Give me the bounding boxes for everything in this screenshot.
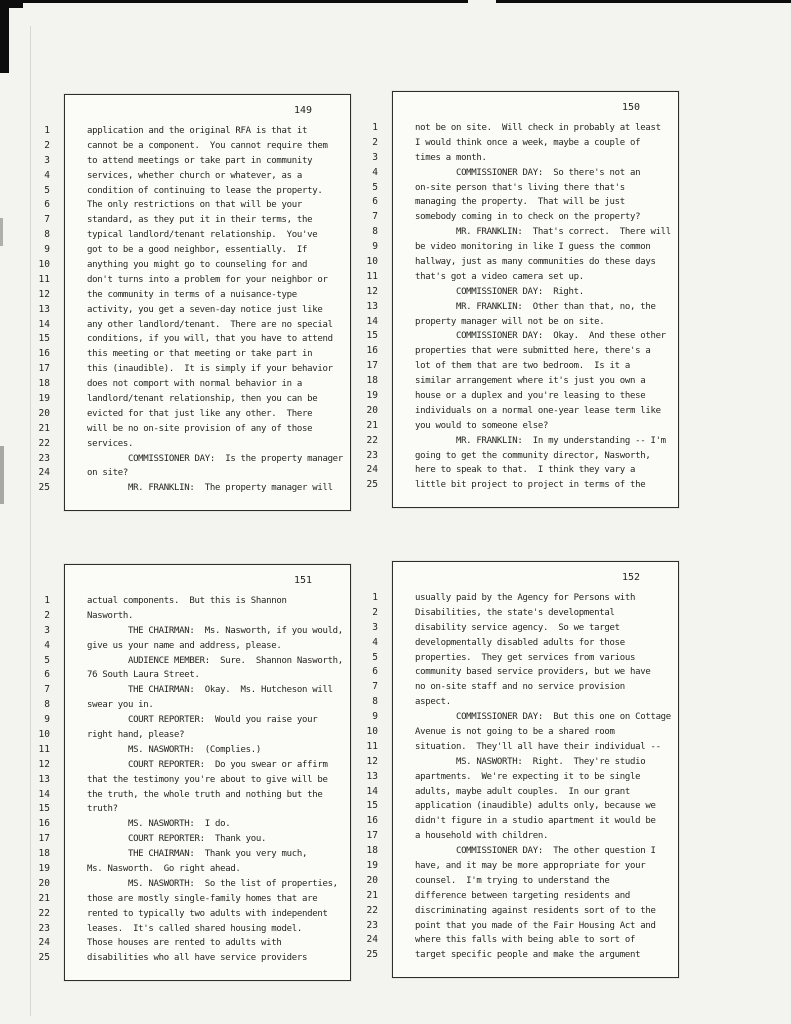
- line-number: 2: [372, 606, 378, 618]
- transcript-line: adults, maybe adult couples. In our grant: [415, 786, 630, 797]
- line-number: 14: [366, 315, 378, 327]
- transcript-line: MR. FRANKLIN: The property manager will: [87, 483, 333, 494]
- page-number: 150: [621, 102, 640, 113]
- line-number: 15: [366, 330, 378, 342]
- line-number: 6: [372, 666, 378, 678]
- transcript-line: services, whether church or whatever, as a: [87, 170, 302, 181]
- transcript-line: aspect.: [415, 697, 451, 708]
- scan-corner-black-bar: [0, 0, 9, 73]
- line-number: 24: [366, 464, 378, 476]
- transcript-line: cannot be a component. You cannot require them: [87, 140, 328, 151]
- page-box: [64, 564, 351, 981]
- line-number: 10: [366, 726, 378, 738]
- line-number: 15: [366, 800, 378, 812]
- line-number: 11: [366, 270, 378, 282]
- line-number: 22: [38, 437, 50, 449]
- line-number: 21: [38, 892, 50, 904]
- transcript-line: target specific people and make the argument: [415, 950, 641, 961]
- line-number: 22: [366, 904, 378, 916]
- transcript-line: that's got a video camera set up.: [415, 271, 584, 282]
- line-number: 5: [44, 184, 50, 196]
- line-number: 2: [372, 136, 378, 148]
- transcript-line: not be on site. Will check in probably at least: [415, 123, 661, 133]
- line-number: 7: [372, 211, 378, 223]
- line-number: 25: [366, 479, 378, 491]
- line-number: 18: [38, 378, 50, 390]
- transcript-line: disabilities who all have service providers: [87, 953, 308, 964]
- line-number: 8: [44, 699, 50, 711]
- line-number: 1: [44, 595, 50, 606]
- line-number: 19: [38, 863, 50, 875]
- line-number: 8: [44, 229, 50, 241]
- line-number: 16: [38, 818, 50, 830]
- line-number: 4: [44, 169, 50, 181]
- transcript-line: developmentally disabled adults for those: [415, 637, 625, 648]
- transcript-line: any other landlord/tenant. There are no special: [87, 319, 333, 330]
- transcript-line: house or a duplex and you're leasing to these: [415, 391, 646, 402]
- line-number: 9: [44, 244, 50, 256]
- line-number: 14: [38, 318, 50, 330]
- line-number: 24: [38, 937, 50, 949]
- line-number: 9: [372, 241, 378, 253]
- line-number: 9: [44, 714, 50, 726]
- line-number: 11: [38, 743, 50, 755]
- scan-top-edge-line-right: [496, 0, 791, 3]
- line-number: 14: [366, 785, 378, 797]
- transcript-line: times a month.: [415, 152, 487, 163]
- transcript-line: evicted for that just like any other. There: [87, 408, 313, 419]
- transcript-line: COURT REPORTER: Thank you.: [87, 834, 267, 845]
- transcript-line: MR. FRANKLIN: That's correct. There will: [415, 227, 671, 238]
- line-number: 20: [366, 404, 378, 416]
- transcript-line: got to be a good neighbor, essentially. If: [87, 245, 308, 256]
- line-number: 9: [372, 711, 378, 723]
- transcript-line: 76 South Laura Street.: [87, 670, 200, 681]
- line-number-gutter: [350, 561, 378, 963]
- line-number: 2: [44, 609, 50, 621]
- transcript-line: apartments. We're expecting it to be single: [415, 771, 641, 782]
- transcript-line: application and the original RFA is that it: [87, 126, 308, 136]
- scan-edge-smudge: [0, 218, 3, 246]
- transcript-line: COURT REPORTER: Would you raise your: [87, 715, 318, 726]
- line-number: 20: [366, 874, 378, 886]
- line-number: 18: [38, 848, 50, 860]
- transcript-line: on-site person that's living there that's: [415, 182, 625, 193]
- line-number: 17: [366, 830, 378, 842]
- transcript-line: lot of them that are two bedroom. Is it a: [415, 361, 630, 372]
- transcript-line: THE CHAIRMAN: Ms. Nasworth, if you would,: [87, 625, 343, 636]
- transcript-line: properties that were submitted here, there's a: [415, 346, 651, 357]
- transcript-line: THE CHAIRMAN: Okay. Ms. Hutcheson will: [87, 685, 333, 696]
- transcript-line: difference between targeting residents and: [415, 890, 630, 901]
- transcript-line: similar arrangement where it's just you own a: [415, 376, 646, 387]
- page-box: [64, 94, 351, 511]
- line-number: 3: [44, 154, 50, 166]
- line-number: 11: [38, 273, 50, 285]
- page-number: 149: [293, 105, 312, 116]
- line-number: 7: [44, 684, 50, 696]
- line-number: 24: [38, 467, 50, 479]
- line-number: 25: [366, 949, 378, 961]
- transcript-line: don't turns into a problem for your neighbor or: [87, 274, 328, 285]
- transcript-line: little bit project to project in terms of the: [415, 480, 646, 491]
- transcript-line: condition of continuing to lease the property.: [87, 185, 323, 196]
- transcript-line: Nasworth.: [87, 610, 134, 621]
- line-number: 3: [372, 621, 378, 633]
- page-number: 151: [293, 575, 312, 586]
- line-number: 12: [38, 288, 50, 300]
- line-number: 10: [366, 256, 378, 268]
- line-number: 19: [38, 393, 50, 405]
- transcript-line: landlord/tenant relationship, then you can be: [87, 394, 318, 405]
- line-number: 16: [366, 345, 378, 357]
- transcript-line: be video monitoring in like I guess the common: [415, 242, 651, 253]
- line-number: 7: [372, 681, 378, 693]
- transcript-line: MR. FRANKLIN: In my understanding -- I'm: [415, 435, 666, 446]
- transcript-line: Disabilities, the state's developmental: [415, 607, 615, 618]
- line-number: 13: [38, 303, 50, 315]
- line-number: 6: [372, 196, 378, 208]
- transcript-line: anything you might go to counseling for and: [87, 260, 308, 271]
- transcript-line: hallway, just as many communities do these days: [415, 257, 656, 268]
- line-number: 20: [38, 877, 50, 889]
- scan-edge-smudge: [0, 446, 4, 504]
- transcript-line: have, and it may be more appropriate for your: [415, 861, 646, 872]
- transcript-line: here to speak to that. I think they vary a: [415, 465, 636, 476]
- transcript-line: counsel. I'm trying to understand the: [415, 875, 610, 886]
- line-number: 3: [372, 151, 378, 163]
- transcript-line: the community in terms of a nuisance-type: [87, 289, 297, 300]
- line-number: 18: [366, 845, 378, 857]
- line-number: 19: [366, 390, 378, 402]
- line-number: 3: [44, 624, 50, 636]
- line-number: 4: [372, 636, 378, 648]
- line-number-gutter: [350, 91, 378, 493]
- transcript-line: does not comport with normal behavior in a: [87, 379, 302, 390]
- transcript-line: COMMISSIONER DAY: So there's not an: [415, 167, 641, 178]
- transcript-line: disability service agency. So we target: [415, 622, 620, 633]
- line-number: 1: [372, 122, 378, 133]
- transcript-line: The only restrictions on that will be your: [87, 200, 302, 211]
- line-number: 21: [366, 889, 378, 901]
- line-number: 17: [38, 363, 50, 375]
- line-number: 10: [38, 729, 50, 741]
- line-number: 21: [366, 419, 378, 431]
- transcript-line: actual components. But this is Shannon: [87, 596, 287, 606]
- line-number: 13: [38, 773, 50, 785]
- line-number: 15: [38, 333, 50, 345]
- transcript-line: MS. NASWORTH: Right. They're studio: [415, 756, 646, 767]
- transcript-line: COMMISSIONER DAY: But this one on Cottage: [415, 712, 671, 723]
- transcript-line: this (inaudible). It is simply if your behavior: [87, 364, 333, 375]
- line-number: 7: [44, 214, 50, 226]
- page-box: [392, 561, 679, 978]
- line-number: 16: [38, 348, 50, 360]
- line-number: 25: [38, 952, 50, 964]
- transcript-line: conditions, if you will, that you have to attend: [87, 334, 333, 345]
- transcript-line: no on-site staff and no service provision: [415, 682, 625, 693]
- page-number: 152: [621, 572, 640, 583]
- line-number: 16: [366, 815, 378, 827]
- transcript-line: right hand, please?: [87, 730, 185, 741]
- line-number: 19: [366, 860, 378, 872]
- transcript-line: swear you in.: [87, 700, 154, 711]
- transcript-line: individuals on a normal one-year lease term like: [415, 405, 661, 416]
- transcript-line: going to get the community director, Nasworth,: [415, 450, 651, 461]
- line-number-gutter: [22, 94, 50, 496]
- transcript-line: activity, you get a seven-day notice just like: [87, 304, 323, 315]
- transcript-page-151: [22, 564, 351, 981]
- line-number: 15: [38, 803, 50, 815]
- transcript-line: COURT REPORTER: Do you swear or affirm: [87, 759, 328, 770]
- transcript-lines: [393, 121, 678, 493]
- transcript-line: THE CHAIRMAN: Thank you very much,: [87, 849, 308, 860]
- transcript-lines: [65, 124, 350, 496]
- line-number: 2: [44, 139, 50, 151]
- line-number: 22: [38, 907, 50, 919]
- transcript-line: where this falls with being able to sort of: [415, 935, 636, 946]
- transcript-line: on site?: [87, 468, 128, 479]
- transcript-line: property manager will not be on site.: [415, 316, 605, 327]
- line-number: 8: [372, 696, 378, 708]
- transcript-line: typical landlord/tenant relationship. You've: [87, 230, 318, 241]
- line-number: 25: [38, 482, 50, 494]
- transcript-line: you would to someone else?: [415, 420, 549, 431]
- line-number: 24: [366, 934, 378, 946]
- line-number: 12: [366, 755, 378, 767]
- transcript-line: community based service providers, but we have: [415, 667, 651, 678]
- transcript-line: those are mostly single-family homes that are: [87, 893, 318, 904]
- transcript-line: that the testimony you're about to give will be: [87, 774, 328, 785]
- transcript-page-150: [350, 91, 679, 508]
- line-number: 10: [38, 259, 50, 271]
- line-number: 4: [372, 166, 378, 178]
- transcript-line: situation. They'll all have their individual --: [415, 741, 661, 752]
- line-number: 22: [366, 434, 378, 446]
- transcript-line: truth?: [87, 804, 118, 815]
- line-number: 11: [366, 740, 378, 752]
- transcript-line: COMMISSIONER DAY: The other question I: [415, 846, 656, 857]
- transcript-line: MS. NASWORTH: (Complies.): [87, 744, 262, 755]
- transcript-line: properties. They get services from various: [415, 652, 636, 663]
- transcript-line: Avenue is not going to be a shared room: [415, 727, 615, 738]
- line-number: 1: [372, 592, 378, 603]
- transcript-line: discriminating against residents sort of to the: [415, 905, 656, 916]
- transcript-line: usually paid by the Agency for Persons with: [415, 593, 636, 603]
- line-number: 12: [38, 758, 50, 770]
- line-number: 20: [38, 407, 50, 419]
- transcript-line: rented to typically two adults with independent: [87, 908, 328, 919]
- transcript-line: application (inaudible) adults only, because we: [415, 801, 656, 812]
- line-number: 6: [44, 199, 50, 211]
- transcript-line: didn't figure in a studio apartment it would be: [415, 816, 656, 827]
- transcript-line: Those houses are rented to adults with: [87, 938, 282, 949]
- line-number: 14: [38, 788, 50, 800]
- transcript-line: MR. FRANKLIN: Other than that, no, the: [415, 301, 656, 312]
- transcript-line: MS. NASWORTH: So the list of properties,: [87, 878, 338, 889]
- transcript-line: Ms. Nasworth. Go right ahead.: [87, 864, 241, 875]
- transcript-line: MS. NASWORTH: I do.: [87, 819, 231, 830]
- line-number-gutter: [22, 564, 50, 966]
- transcript-line: somebody coming in to check on the property?: [415, 212, 641, 223]
- page-box: [392, 91, 679, 508]
- transcript-line: services.: [87, 438, 134, 449]
- scan-top-edge-line-left: [0, 0, 468, 3]
- line-number: 5: [44, 654, 50, 666]
- transcript-page-152: [350, 561, 679, 978]
- transcript-line: the truth, the whole truth and nothing but the: [87, 789, 323, 800]
- line-number: 23: [38, 922, 50, 934]
- transcript-line: give us your name and address, please.: [87, 640, 282, 651]
- line-number: 23: [38, 452, 50, 464]
- transcript-lines: [393, 591, 678, 963]
- line-number: 5: [372, 651, 378, 663]
- line-number: 1: [44, 125, 50, 136]
- line-number: 17: [38, 833, 50, 845]
- transcript-line: leases. It's called shared housing model.: [87, 923, 302, 934]
- line-number: 13: [366, 770, 378, 782]
- line-number: 21: [38, 422, 50, 434]
- transcript-line: will be no on-site provision of any of those: [87, 423, 313, 434]
- line-number: 4: [44, 639, 50, 651]
- line-number: 17: [366, 360, 378, 372]
- scan-corner-black-blob: [0, 0, 23, 8]
- transcript-line: point that you made of the Fair Housing Act and: [415, 920, 656, 931]
- transcript-line: I would think once a week, maybe a couple of: [415, 137, 641, 148]
- line-number: 6: [44, 669, 50, 681]
- transcript-line: to attend meetings or take part in community: [87, 155, 313, 166]
- line-number: 8: [372, 226, 378, 238]
- line-number: 13: [366, 300, 378, 312]
- transcript-line: COMMISSIONER DAY: Okay. And these other: [415, 331, 666, 342]
- transcript-line: COMMISSIONER DAY: Right.: [415, 286, 584, 297]
- line-number: 23: [366, 449, 378, 461]
- transcript-line: managing the property. That will be just: [415, 197, 625, 208]
- line-number: 5: [372, 181, 378, 193]
- transcript-page-149: [22, 94, 351, 511]
- transcript-lines: [65, 594, 350, 966]
- line-number: 18: [366, 375, 378, 387]
- line-number: 23: [366, 919, 378, 931]
- transcript-line: standard, as they put it in their terms, the: [87, 215, 313, 226]
- transcript-line: AUDIENCE MEMBER: Sure. Shannon Nasworth,: [87, 655, 343, 666]
- line-number: 12: [366, 285, 378, 297]
- transcript-line: a household with children.: [415, 831, 549, 842]
- transcript-line: COMMISSIONER DAY: Is the property manager: [87, 453, 343, 464]
- transcript-line: this meeting or that meeting or take part in: [87, 349, 313, 360]
